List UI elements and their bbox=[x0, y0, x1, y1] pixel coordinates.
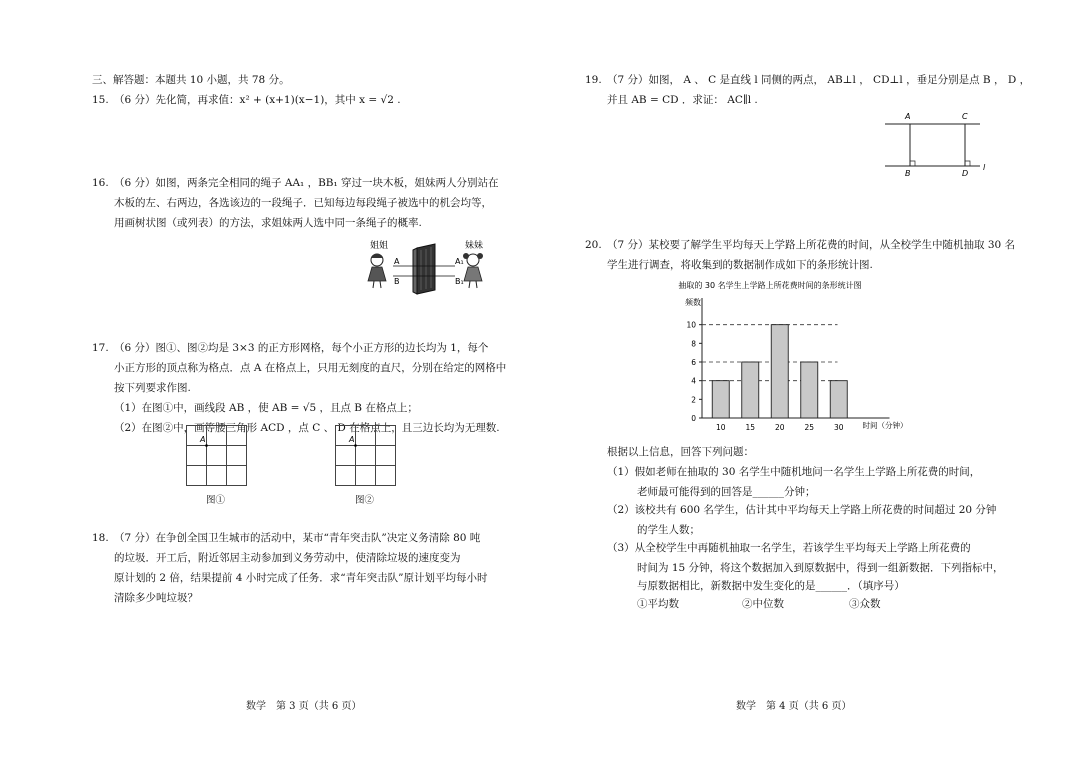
y-tick-label: 0 bbox=[691, 414, 696, 423]
question-number: 20. bbox=[585, 239, 602, 251]
question-text: 小正方形的顶点称为格点．点 A 在格点上，只用无刻度的直尺，分别在给定的网格中 bbox=[114, 362, 507, 374]
bar bbox=[771, 325, 788, 418]
question-text: 木板的左、右两边，各选该边的一段绳子．已知每边每段绳子被选中的机会均等， bbox=[114, 197, 492, 209]
question-subpart-1: （1）在图①中，画线段 AB ，使 AB = √5 ，且点 B 在格点上； bbox=[114, 402, 418, 414]
question-subpart-3: （3）从全校学生中再随机抽取一名学生，若该学生平均每天上学路上所花费的 bbox=[607, 542, 971, 554]
point-a-label: A bbox=[905, 112, 911, 121]
question-number: 17. bbox=[92, 342, 109, 354]
figure-1-caption: 图① bbox=[206, 495, 226, 506]
x-tick-label: 15 bbox=[745, 423, 756, 432]
question-intro: 根据以上信息，回答下列问题： bbox=[607, 446, 754, 458]
question-19 bbox=[585, 70, 1030, 90]
bar bbox=[830, 381, 847, 418]
x-tick-label: 10 bbox=[715, 423, 726, 432]
y-tick-label: 8 bbox=[691, 339, 696, 349]
figure-2-caption: 图② bbox=[355, 495, 375, 506]
question-text: 原计划的 2 倍，结果提前 4 小时完成了任务．求“青年突击队”原计划平均每小时 bbox=[114, 572, 488, 584]
grid-point-a-label: A bbox=[200, 435, 206, 444]
page-footer: 数学 第 4 页（共 6 页） bbox=[736, 701, 852, 712]
question-text: 并且 AB = CD ．求证： AC∥l . bbox=[607, 94, 758, 106]
question-text: （6 分）先化简，再求值：x² + (x+1)(x−1)，其中 x = √2 . bbox=[114, 94, 401, 106]
question-text: 的垃圾．开工后，附近邻居主动参加到义务劳动中，使清除垃圾的速度变为 bbox=[114, 552, 461, 564]
grid-figure-2 bbox=[335, 425, 397, 487]
question-text: （7 分）某校要了解学生平均每天上学路上所花费的时间，从全校学生中随机抽取 30 名 bbox=[607, 239, 1016, 251]
girl-left-icon bbox=[368, 254, 386, 289]
question-subpart-3-cont: 与原数据相比，新数据中发生变化的是______．（填序号） bbox=[637, 580, 905, 592]
bar-chart bbox=[665, 278, 925, 438]
wooden-board-icon bbox=[413, 244, 435, 294]
point-b1-label: B₁ bbox=[455, 277, 464, 286]
point-a-label: A bbox=[394, 257, 400, 266]
question-subpart-2: （2）在图②中，画等腰三角形 ACD ，点 C 、 D 在格点上，且三边长均为无理数. bbox=[114, 422, 500, 434]
x-axis-label: 时间（分钟） bbox=[862, 421, 908, 430]
question-17 bbox=[92, 338, 488, 358]
x-tick-label: 25 bbox=[804, 423, 815, 432]
question-subpart-1-cont: 老师最可能得到的回答是______分钟； bbox=[637, 486, 816, 498]
question-text: 清除多少吨垃圾？ bbox=[114, 592, 198, 604]
y-tick-label: 4 bbox=[691, 376, 696, 386]
question-text: 用画树状图（或列表）的方法，求姐妹两人选中同一条绳子的概率. bbox=[114, 217, 422, 229]
grid-point-a-label: A bbox=[349, 435, 355, 444]
point-d-label: D bbox=[962, 169, 969, 178]
chart-title: 抽取的 30 名学生上学路上所花费时间的条形统计图 bbox=[678, 281, 862, 290]
section-title: 三、解答题：本题共 10 小题，共 78 分。 bbox=[92, 74, 290, 86]
question-text: （7 分）如图， A 、 C 是直线 l 同侧的两点， AB⊥l ， CD⊥l ，垂足分别是点 B ， D ， bbox=[607, 74, 1031, 86]
question-18 bbox=[92, 528, 480, 548]
question-subpart-2-cont: 的学生人数； bbox=[637, 524, 700, 536]
sister-right-label: 妹妹 bbox=[465, 241, 484, 251]
question-text: 学生进行调查，将收集到的数据制作成如下的条形统计图. bbox=[607, 259, 873, 271]
question-text: （7 分）在争创全国卫生城市的活动中，某市“青年突击队”决定义务清除 80 吨 bbox=[114, 532, 481, 544]
x-tick-label: 30 bbox=[833, 423, 844, 432]
point-c-label: C bbox=[962, 112, 968, 121]
bar bbox=[801, 362, 818, 418]
question-number: 19. bbox=[585, 74, 602, 86]
option-mean: ①平均数 bbox=[637, 598, 679, 610]
rope-board-figure bbox=[355, 238, 495, 296]
point-a1-label: A₁ bbox=[455, 257, 464, 266]
question-subpart-2: （2）该校共有 600 名学生，估计其中平均每天上学路上所花费的时间超过 20 分钟 bbox=[607, 504, 997, 516]
sister-left-label: 姐姐 bbox=[370, 241, 389, 251]
line-l-label: l bbox=[983, 163, 986, 172]
parallel-line-figure bbox=[880, 108, 990, 178]
question-16 bbox=[92, 173, 499, 193]
question-text: （6 分）如图，两条完全相同的绳子 AA₁ ，BB₁ 穿过一块木板，姐妹两人分别站在 bbox=[114, 177, 499, 189]
option-median: ②中位数 bbox=[742, 598, 784, 610]
bar bbox=[712, 381, 729, 418]
option-mode: ③众数 bbox=[849, 598, 881, 610]
question-number: 16. bbox=[92, 177, 109, 189]
grid-figure-1 bbox=[186, 425, 248, 487]
point-b-label: B bbox=[905, 169, 911, 178]
question-text: 按下列要求作图. bbox=[114, 382, 191, 394]
page-footer: 数学 第 3 页（共 6 页） bbox=[246, 701, 362, 712]
y-tick-label: 2 bbox=[691, 395, 696, 405]
question-number: 15. bbox=[92, 94, 109, 106]
x-tick-label: 20 bbox=[774, 423, 785, 432]
y-tick-label: 10 bbox=[686, 320, 696, 330]
question-text: （6 分）图①、图②均是 3×3 的正方形网格，每个小正方形的边长均为 1，每个 bbox=[114, 342, 489, 354]
question-number: 18. bbox=[92, 532, 109, 544]
right-page bbox=[540, 0, 1080, 765]
question-subpart-1: （1）假如老师在抽取的 30 名学生中随机地问一名学生上学路上所花费的时间， bbox=[607, 466, 981, 478]
y-axis-label: 频数 bbox=[685, 298, 701, 307]
girl-right-icon bbox=[463, 253, 483, 288]
question-15 bbox=[92, 90, 401, 110]
question-subpart-3-cont: 时间为 15 分钟，将这个数据加入到原数据中，得到一组新数据．下列指标中， bbox=[637, 562, 1004, 574]
question-20 bbox=[585, 235, 1015, 255]
y-tick-label: 6 bbox=[691, 358, 696, 367]
bar bbox=[742, 362, 759, 418]
point-b-label: B bbox=[394, 277, 400, 286]
